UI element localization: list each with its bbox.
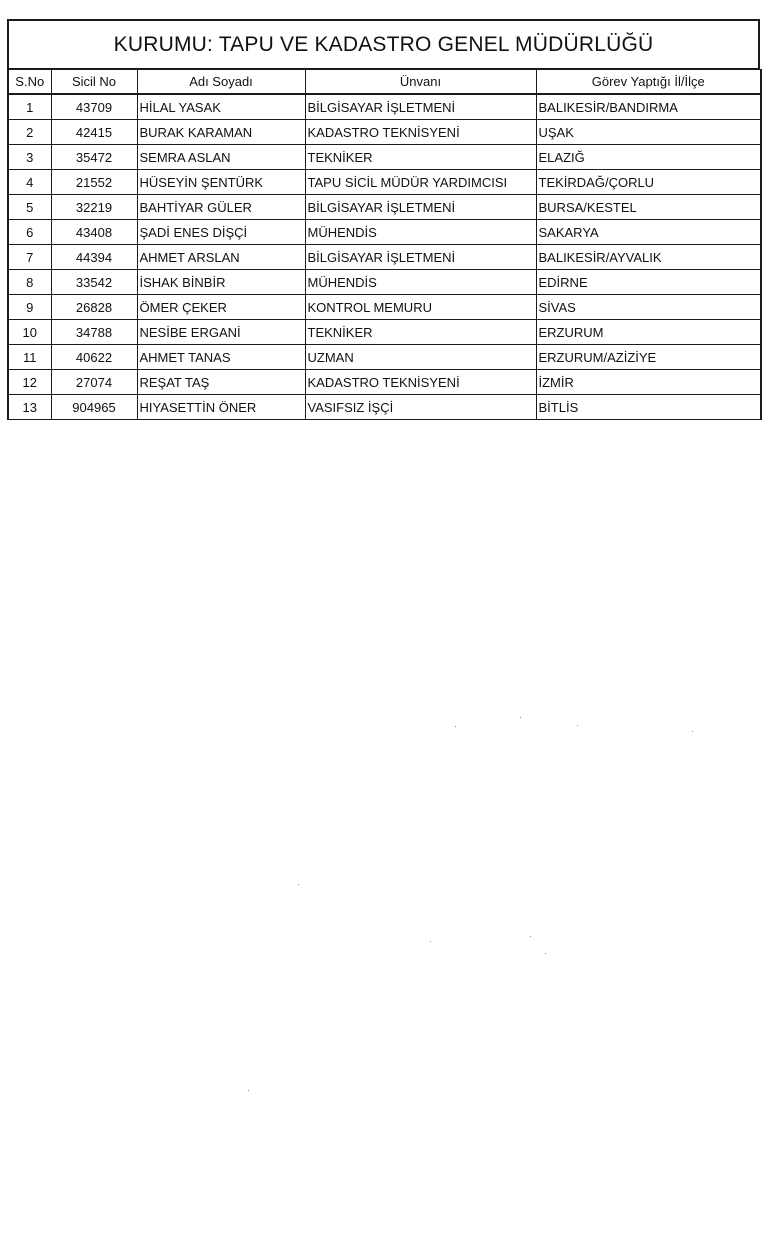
table-row [8,395,761,420]
cell-name: AHMET TANAS [137,345,305,370]
cell-name: BURAK KARAMAN [137,120,305,145]
cell-location: ELAZIĞ [536,145,761,170]
table-row [8,145,761,170]
cell-name: HÜSEYİN ŞENTÜRK [137,170,305,195]
cell-location: BURSA/KESTEL [536,195,761,220]
cell-location: BALIKESİR/BANDIRMA [536,94,761,120]
cell-sno: 8 [8,270,51,295]
cell-title: MÜHENDİS [305,220,536,245]
cell-name: AHMET ARSLAN [137,245,305,270]
cell-name: İSHAK BİNBİR [137,270,305,295]
cell-sno: 10 [8,320,51,345]
cell-location: SİVAS [536,295,761,320]
table-row [8,370,761,395]
cell-title: BİLGİSAYAR İŞLETMENİ [305,94,536,120]
cell-sno: 13 [8,395,51,420]
cell-title: KADASTRO TEKNİSYENİ [305,120,536,145]
table-row [8,295,761,320]
cell-sicil-no: 32219 [51,195,137,220]
column-header-name: Adı Soyadı [137,70,305,95]
cell-sicil-no: 43709 [51,94,137,120]
document-title: KURUMU: TAPU VE KADASTRO GENEL MÜDÜRLÜĞÜ [7,19,760,69]
cell-sno: 4 [8,170,51,195]
cell-location: TEKİRDAĞ/ÇORLU [536,170,761,195]
cell-sicil-no: 904965 [51,395,137,420]
cell-name: NESİBE ERGANİ [137,320,305,345]
table-row [8,120,761,145]
cell-name: ÖMER ÇEKER [137,295,305,320]
cell-name: HIYASETTİN ÖNER [137,395,305,420]
column-header-sno: S.No [8,70,51,95]
personnel-sheet [7,19,760,420]
scan-speck [455,726,456,727]
cell-location: EDİRNE [536,270,761,295]
cell-name: SEMRA ASLAN [137,145,305,170]
cell-sno: 9 [8,295,51,320]
table-row [8,320,761,345]
cell-sicil-no: 33542 [51,270,137,295]
cell-title: UZMAN [305,345,536,370]
scan-speck [430,941,431,942]
column-header-location: Görev Yaptığı İl/İlçe [536,70,761,95]
cell-name: HİLAL YASAK [137,94,305,120]
cell-sno: 12 [8,370,51,395]
cell-title: BİLGİSAYAR İŞLETMENİ [305,195,536,220]
cell-title: BİLGİSAYAR İŞLETMENİ [305,245,536,270]
cell-name: REŞAT TAŞ [137,370,305,395]
cell-title: VASIFSIZ İŞÇİ [305,395,536,420]
cell-location: ERZURUM/AZİZİYE [536,345,761,370]
scan-speck [298,884,299,885]
cell-sicil-no: 34788 [51,320,137,345]
table-row [8,170,761,195]
cell-title: TEKNİKER [305,320,536,345]
cell-location: BALIKESİR/AYVALIK [536,245,761,270]
cell-title: TEKNİKER [305,145,536,170]
table-header-row [8,70,761,95]
cell-title: KONTROL MEMURU [305,295,536,320]
cell-sicil-no: 43408 [51,220,137,245]
scan-speck [545,953,546,954]
cell-sno: 6 [8,220,51,245]
table-row [8,345,761,370]
table-row [8,270,761,295]
scan-speck [248,1090,249,1091]
cell-sicil-no: 42415 [51,120,137,145]
cell-sicil-no: 26828 [51,295,137,320]
table-row [8,220,761,245]
cell-location: UŞAK [536,120,761,145]
scan-speck [577,725,578,726]
scan-speck [520,717,521,718]
cell-sicil-no: 44394 [51,245,137,270]
table-row [8,94,761,120]
table-row [8,195,761,220]
cell-sno: 5 [8,195,51,220]
cell-location: ERZURUM [536,320,761,345]
cell-name: BAHTİYAR GÜLER [137,195,305,220]
cell-sicil-no: 27074 [51,370,137,395]
cell-sno: 11 [8,345,51,370]
cell-title: TAPU SİCİL MÜDÜR YARDIMCISI [305,170,536,195]
cell-sicil-no: 35472 [51,145,137,170]
cell-sicil-no: 21552 [51,170,137,195]
cell-title: KADASTRO TEKNİSYENİ [305,370,536,395]
personnel-table [7,69,762,420]
cell-location: SAKARYA [536,220,761,245]
cell-sno: 1 [8,94,51,120]
scan-speck [692,731,693,732]
table-row [8,245,761,270]
column-header-title: Ünvanı [305,70,536,95]
cell-sno: 3 [8,145,51,170]
column-header-sicil-no: Sicil No [51,70,137,95]
cell-sno: 2 [8,120,51,145]
cell-name: ŞADİ ENES DİŞÇİ [137,220,305,245]
table-body [8,94,761,420]
scan-speck [530,936,531,937]
cell-sno: 7 [8,245,51,270]
cell-title: MÜHENDİS [305,270,536,295]
cell-location: BİTLİS [536,395,761,420]
cell-location: İZMİR [536,370,761,395]
cell-sicil-no: 40622 [51,345,137,370]
